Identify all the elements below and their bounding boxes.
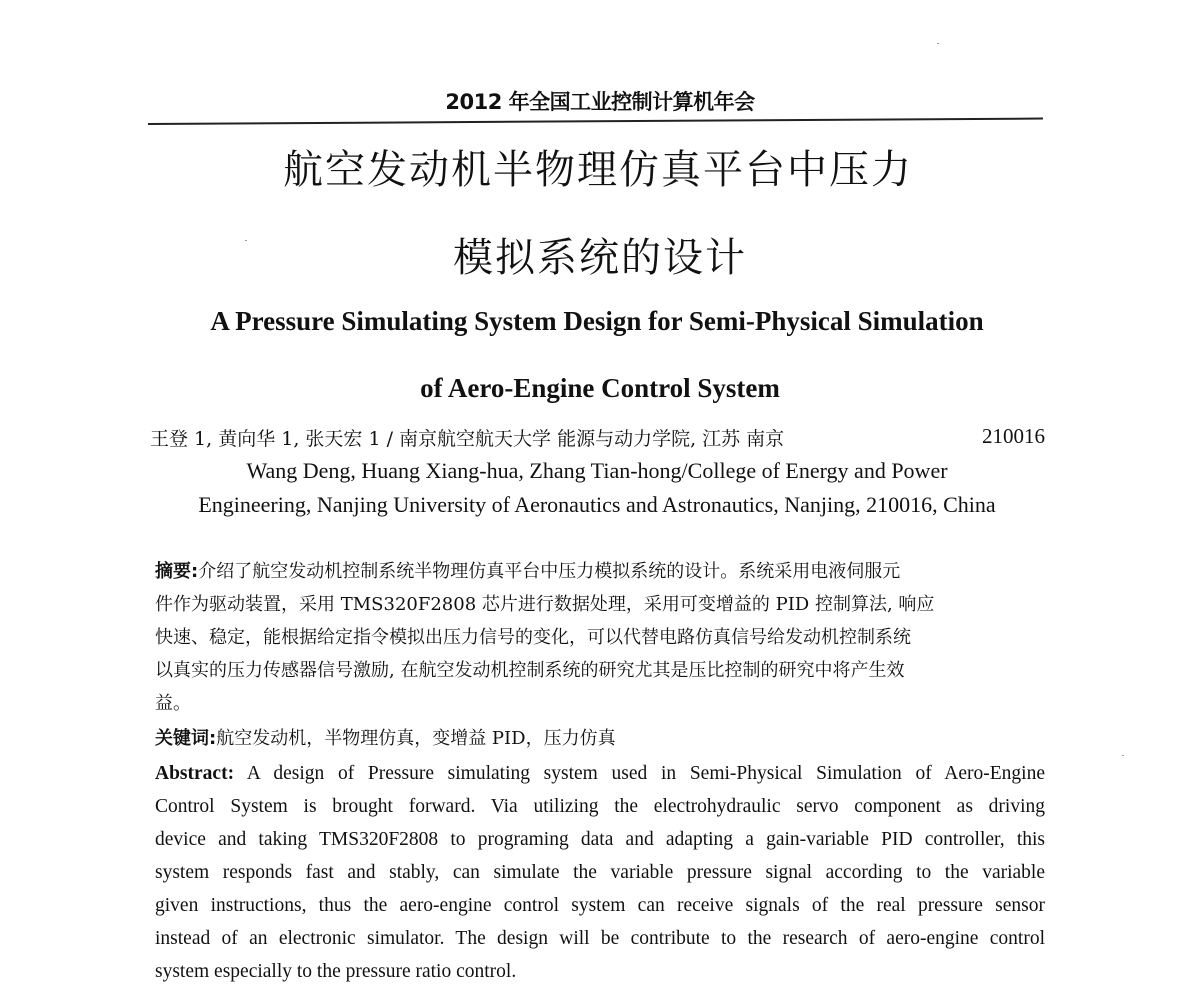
scan-speck <box>937 43 939 44</box>
abstract-cn-line <box>155 555 1045 588</box>
scan-speck <box>245 240 247 241</box>
authors-en-line-1: Wang Deng, Huang Xiang-hua, Zhang Tian-hong/College of Energy and Power <box>246 458 948 483</box>
abstract-cn-line: 以真实的压力传感器信号激励, 在航空发动机控制系统的研究尤其是压比控制的研究中将产生效 <box>155 660 905 681</box>
authors-cn-zip: 210016 <box>982 424 1045 448</box>
abstract-en-line: given instructions, thus the aero-engine control system can receive signals of the real pressure sensor <box>155 895 1045 916</box>
abstract-cn-line: 快速、稳定，能根据给定指令模拟出压力信号的变化，可以代替电路仿真信号给发动机控制系统 <box>155 627 911 648</box>
title-cn-line-2: 模拟系统的设计 <box>453 235 747 281</box>
abstract-en-text: A design of Pressure simulating system used in Semi-Physical Simulation of Aero-Engine <box>246 763 1046 784</box>
abstract-cn-label: 摘要: <box>155 561 199 582</box>
authors-en-line-2: Engineering, Nanjing University of Aeronautics and Astronautics, Nanjing, 210016, China <box>198 492 996 517</box>
scan-speck <box>1122 755 1124 756</box>
abstract-en-line: system especially to the pressure ratio control. <box>155 961 517 982</box>
abstract-en-label: Abstract: <box>155 763 235 784</box>
abstract-en-line: system responds fast and stably, can simulate the variable pressure signal according to the variable <box>155 862 1045 883</box>
abstract-en <box>155 757 1045 988</box>
authors-cn <box>150 424 1045 451</box>
abstract-cn <box>155 555 1045 720</box>
keywords-cn <box>155 724 616 750</box>
abstract-cn-text: 介绍了航空发动机控制系统半物理仿真平台中压力模拟系统的设计。系统采用电液伺服元 <box>198 561 901 582</box>
keywords-cn-text: 航空发动机，半物理仿真，变增益 PID，压力仿真 <box>216 728 616 749</box>
abstract-cn-line: 件作为驱动装置，采用 TMS320F2808 芯片进行数据处理，采用可变增益的 PID 控制算法, 响应 <box>155 594 935 615</box>
conference-header: 2012 年全国工业控制计算机年会 <box>445 90 755 114</box>
header-rule <box>148 118 1043 125</box>
title-cn-line-1: 航空发动机半物理仿真平台中压力 <box>283 147 913 193</box>
abstract-en-line: instead of an electronic simulator. The design will be contribute to the research of aero-engine control <box>155 928 1045 949</box>
abstract-en-line <box>155 757 1045 790</box>
abstract-en-line: Control System is brought forward. Via utilizing the electrohydraulic servo component as driving <box>155 796 1045 817</box>
keywords-cn-label: 关键词: <box>155 728 217 749</box>
title-en-line-1: A Pressure Simulating System Design for Semi-Physical Simulation <box>210 306 984 336</box>
abstract-en-line: device and taking TMS320F2808 to programing data and adapting a gain-variable PID controller, this <box>155 829 1045 850</box>
abstract-cn-line: 益。 <box>155 693 191 714</box>
authors-cn-text: 王登 1, 黄向华 1, 张天宏 1 / 南京航空航天大学 能源与动力学院, 江苏 南京 <box>150 428 785 450</box>
title-en-line-2: of Aero-Engine Control System <box>420 373 780 403</box>
